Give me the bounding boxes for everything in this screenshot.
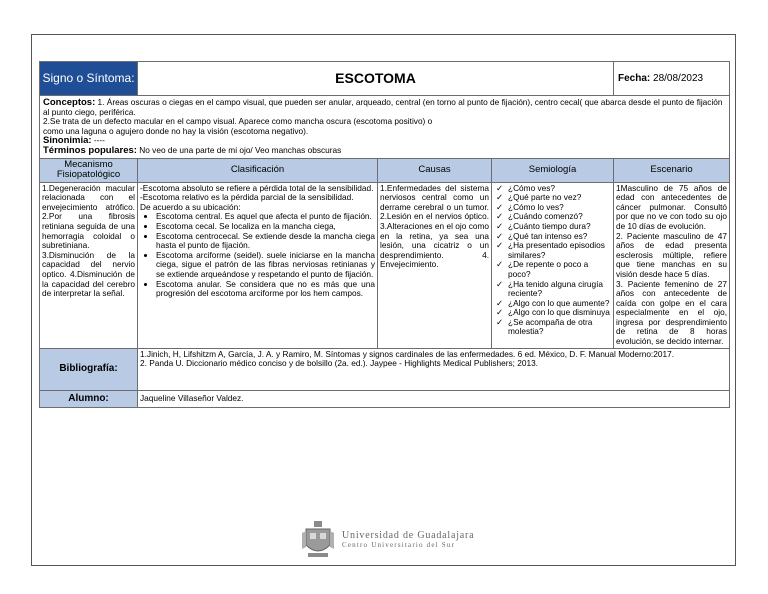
center-name: Centro Universitario del Sur	[342, 540, 456, 549]
conceptos-line2: 2.Se trata de un defecto macular en el campo visual. Aparece como mancha oscura (escotoma positivo) o	[43, 116, 433, 127]
university-name: Universidad de Guadalajara	[342, 529, 475, 541]
terminos-value: No veo de una parte de mi ojo/ Veo manchas obscuras	[136, 144, 342, 155]
sinonimia-label: Sinonimia:	[43, 135, 92, 147]
clasificacion-p1: -Escotoma absoluto se refiere a pérdida total de la sensibilidad.	[140, 182, 374, 193]
university-logo	[300, 519, 474, 559]
conceptos-line3: como una laguna o agujero donde no hay la visión (escotoma negativo).	[43, 125, 309, 136]
conceptos-row	[40, 96, 730, 159]
clasificacion-p3: De acuerdo a su ubicación:	[140, 201, 241, 212]
semiologia-item: ✓ ¿Algo con lo que aumente?	[508, 299, 611, 309]
semiologia-item: ✓ ¿Cuándo comenzó?	[508, 212, 611, 222]
escotoma-table	[39, 61, 730, 408]
content-row	[40, 182, 730, 348]
date-value: 28/08/2023	[653, 72, 704, 84]
bibliografia-row	[40, 348, 730, 390]
conceptos-line1: 1. Áreas oscuras o ciegas en el campo visual, que pueden ser anular, arqueado, central (en torno al punto de fijación), centro cecal( que abarca desde el punto de fijación al punto ciego, periférica.	[43, 97, 723, 117]
col-causas: Causas	[378, 158, 492, 182]
semiologia-item: ✓ ¿Cómo lo ves?	[508, 203, 611, 213]
clasificacion-item: • Escotoma cecal. Se localiza en la mancha ciega,	[156, 222, 375, 232]
semiologia-item: ✓ ¿Qué parte no vez?	[508, 193, 611, 203]
semiologia-item: ✓ ¿Algo con lo que disminuya	[508, 308, 611, 318]
causas-cell: 1.Enfermedades del sistema nerviosos central como un derrame cerebral o un tumor. 2.Lesión en el nervios óptico. 3.Alteraciones en el ojo como en la retina, ya sea una lesión, una cicatriz o un desprendimiento. 4. Envejecimiento.	[378, 182, 492, 348]
clasificacion-p2: -Escotoma relativo es la pérdida parcial de la sensibilidad.	[140, 192, 354, 203]
bibliografia-label: Bibliografía:	[40, 348, 138, 390]
alumno-value: Jaqueline Villaseñor Valdez.	[138, 390, 730, 407]
semiologia-item: ✓ ¿Ha tenido alguna cirugía reciente?	[508, 280, 611, 299]
header-row	[40, 62, 730, 96]
semiologia-cell	[492, 182, 614, 348]
clasificacion-item: • Escotoma anular. Se considera que no es más que una progresión del escotoma arciforme por los hem campos.	[156, 280, 375, 299]
col-clasificacion: Clasificación	[138, 158, 378, 182]
semiologia-item: ✓ ¿Qué tan intenso es?	[508, 232, 611, 242]
col-escenario: Escenario	[614, 158, 730, 182]
bibliografia-ref1: 1.Jinich, H, Lifshitzm A, García, J. A. y Ramiro, M. Síntomas y signos cardinales de las enfermedades. 6 ed. México, D. F. Manual Moderno:2017.	[140, 348, 675, 359]
terminos-label: Términos populares:	[43, 144, 137, 156]
mecanismo-cell: 1.Degeneración macular relacionada con el envejecimiento atrófico. 2.Por una fibrosis retiniana seguida de una hemorragia coloidal o subretiniana. 3.Disminución de la capacidad del nervio optico. 4.Disminución de la capacidad del cerebro de interpretar la señal.	[40, 182, 138, 348]
col-semiologia: Semiología	[492, 158, 614, 182]
sign-label: Signo o Síntoma:	[40, 62, 138, 96]
clasificacion-cell	[138, 182, 378, 348]
escenario-case: 3. Paciente femenino de 27 años con antecedente de caída con golpe en el cara especialmente en el ojo, ingresa por desprendimiento de retina de 8 horas evolución, se decido internar.	[616, 278, 727, 347]
bibliografia-ref2: 2. Panda U. Diccionario médico conciso y de bolsillo (2a. ed.). Jaypee - Highlights Medical Publishers; 2013.	[140, 358, 538, 369]
semiologia-item: ✓ ¿Ha presentado episodios similares?	[508, 241, 611, 260]
semiologia-item: ✓ ¿De repente o poco a poco?	[508, 260, 611, 279]
clasificacion-item: • Escotoma arciforme (seidel). suele iniciarse en la mancha ciega, sigue el patrón de las fibras nerviosas retinianas y se extiende arqueándose y respetando el punto de fijación.	[156, 251, 375, 280]
clasificacion-item: • Escotoma centrocecal. Se extiende desde la mancha ciega hasta el punto de fijación.	[156, 232, 375, 251]
page-frame	[31, 34, 736, 566]
escenario-case: 1Masculino de 75 años de edad con antecedentes de cáncer pulmonar. Consultó por que no ve con todo su ojo de 10 días de evolución.	[616, 182, 727, 231]
page-title: ESCOTOMA	[138, 62, 614, 96]
clasificacion-item: • Escotoma central. Es aquel que afecta el punto de fijación.	[156, 212, 375, 222]
date-cell	[614, 62, 730, 96]
conceptos-label: Conceptos:	[43, 97, 96, 108]
escenario-cell	[614, 182, 730, 348]
alumno-row	[40, 390, 730, 407]
column-header-row	[40, 158, 730, 182]
sinonimia-value: ----	[91, 135, 105, 146]
semiologia-item: ✓ ¿Se acompaña de otra molestia?	[508, 318, 611, 337]
semiologia-item: ✓ ¿Cómo ves?	[508, 184, 611, 194]
university-crest-icon	[300, 519, 336, 559]
alumno-label: Alumno:	[40, 390, 138, 407]
date-label: Fecha:	[618, 72, 651, 84]
semiologia-item: ✓ ¿Cuánto tiempo dura?	[508, 222, 611, 232]
col-mecanismo: Mecanismo Fisiopatológico	[40, 158, 138, 182]
escenario-case: 2. Paciente masculino de 47 años de edad presenta esclerosis múltiple, refiere que tiene manchas en su visión desde hace 5 días.	[616, 230, 727, 279]
